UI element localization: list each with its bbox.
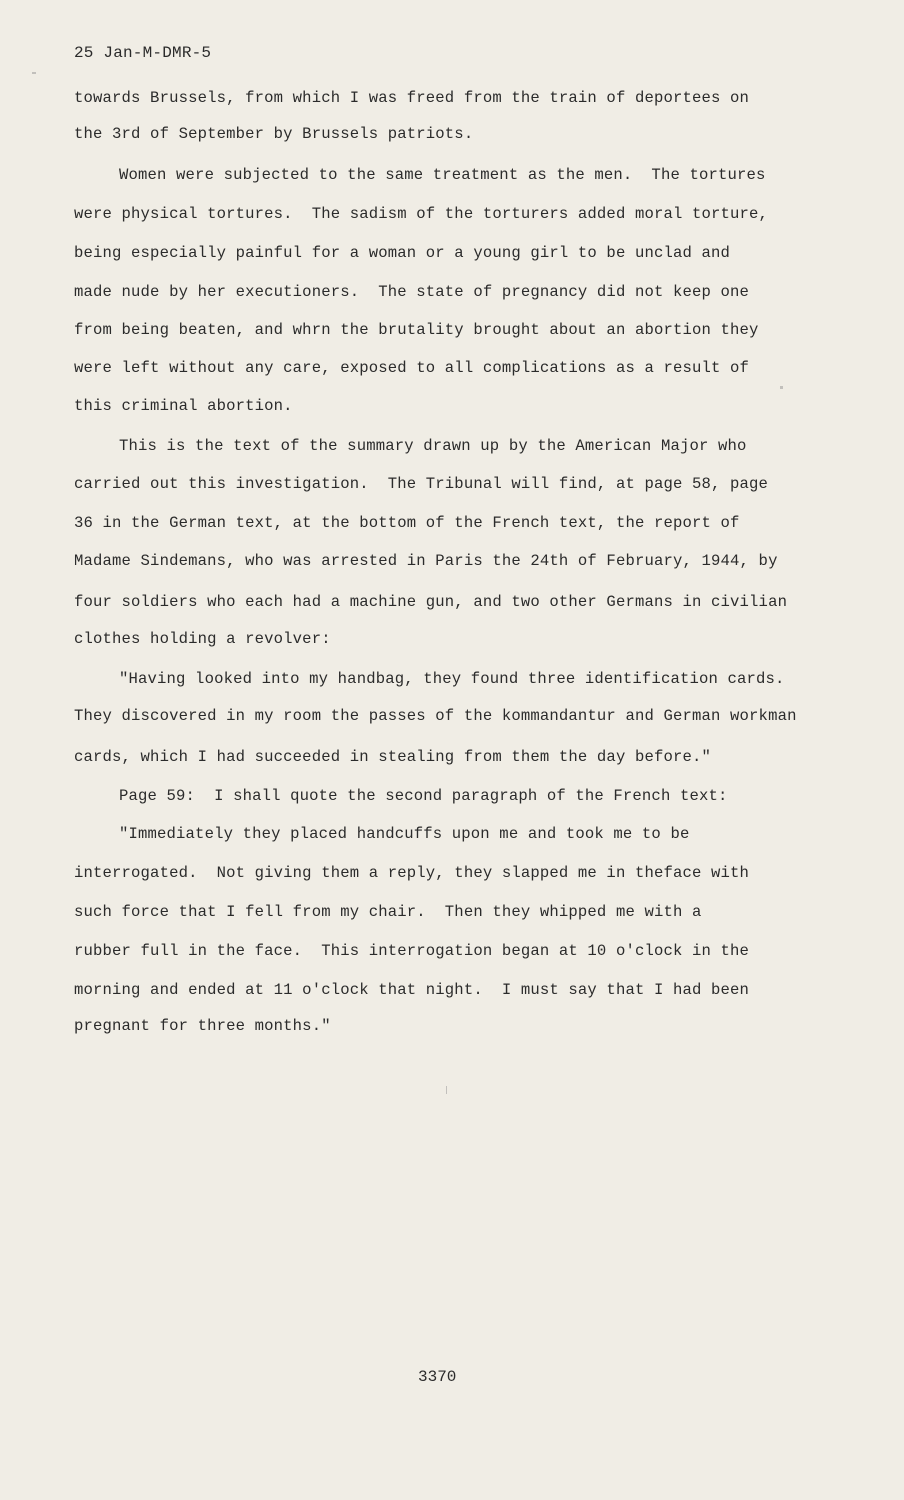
text-line: "Immediately they placed handcuffs upon me and took me to be bbox=[119, 825, 690, 843]
text-line: clothes holding a revolver: bbox=[74, 630, 331, 648]
text-line: They discovered in my room the passes of the kommandantur and German workman bbox=[74, 707, 797, 725]
text-line: "Having looked into my handbag, they found three identification cards. bbox=[119, 670, 785, 688]
text-line: were left without any care, exposed to all complications as a result of bbox=[74, 359, 750, 377]
text-line: made nude by her executioners. The state of pregnancy did not keep one bbox=[74, 283, 750, 301]
text-line: this criminal abortion. bbox=[74, 397, 293, 415]
text-line: cards, which I had succeeded in stealing from them the day before." bbox=[74, 748, 712, 766]
text-line: from being beaten, and whrn the brutality brought about an abortion they bbox=[74, 321, 759, 339]
text-line: towards Brussels, from which I was freed from the train of deportees on bbox=[74, 89, 750, 107]
paper-speck bbox=[32, 72, 36, 74]
document-header: 25 Jan-M-DMR-5 bbox=[74, 44, 212, 62]
text-line: were physical tortures. The sadism of the torturers added moral torture, bbox=[74, 205, 769, 223]
text-line: morning and ended at 11 o'clock that night. I must say that I had been bbox=[74, 981, 750, 999]
text-line: interrogated. Not giving them a reply, they slapped me in theface with bbox=[74, 864, 750, 882]
text-line: Page 59: I shall quote the second paragraph of the French text: bbox=[119, 787, 728, 805]
text-line: 36 in the German text, at the bottom of the French text, the report of bbox=[74, 514, 740, 532]
page-number: 3370 bbox=[418, 1368, 457, 1386]
text-line: Madame Sindemans, who was arrested in Paris the 24th of February, 1944, by bbox=[74, 552, 778, 570]
text-line: carried out this investigation. The Tribunal will find, at page 58, page bbox=[74, 475, 769, 493]
text-line: Women were subjected to the same treatment as the men. The tortures bbox=[119, 166, 766, 184]
paper-speck bbox=[780, 386, 783, 389]
text-line: pregnant for three months." bbox=[74, 1017, 331, 1035]
text-line: such force that I fell from my chair. Then they whipped me with a bbox=[74, 903, 702, 921]
text-line: This is the text of the summary drawn up by the American Major who bbox=[119, 437, 747, 455]
text-line: rubber full in the face. This interrogation began at 10 o'clock in the bbox=[74, 942, 750, 960]
text-line: four soldiers who each had a machine gun, and two other Germans in civilian bbox=[74, 593, 788, 611]
text-line: being especially painful for a woman or a young girl to be unclad and bbox=[74, 244, 731, 262]
text-line: the 3rd of September by Brussels patriots. bbox=[74, 125, 474, 143]
paper-speck bbox=[446, 1086, 447, 1094]
